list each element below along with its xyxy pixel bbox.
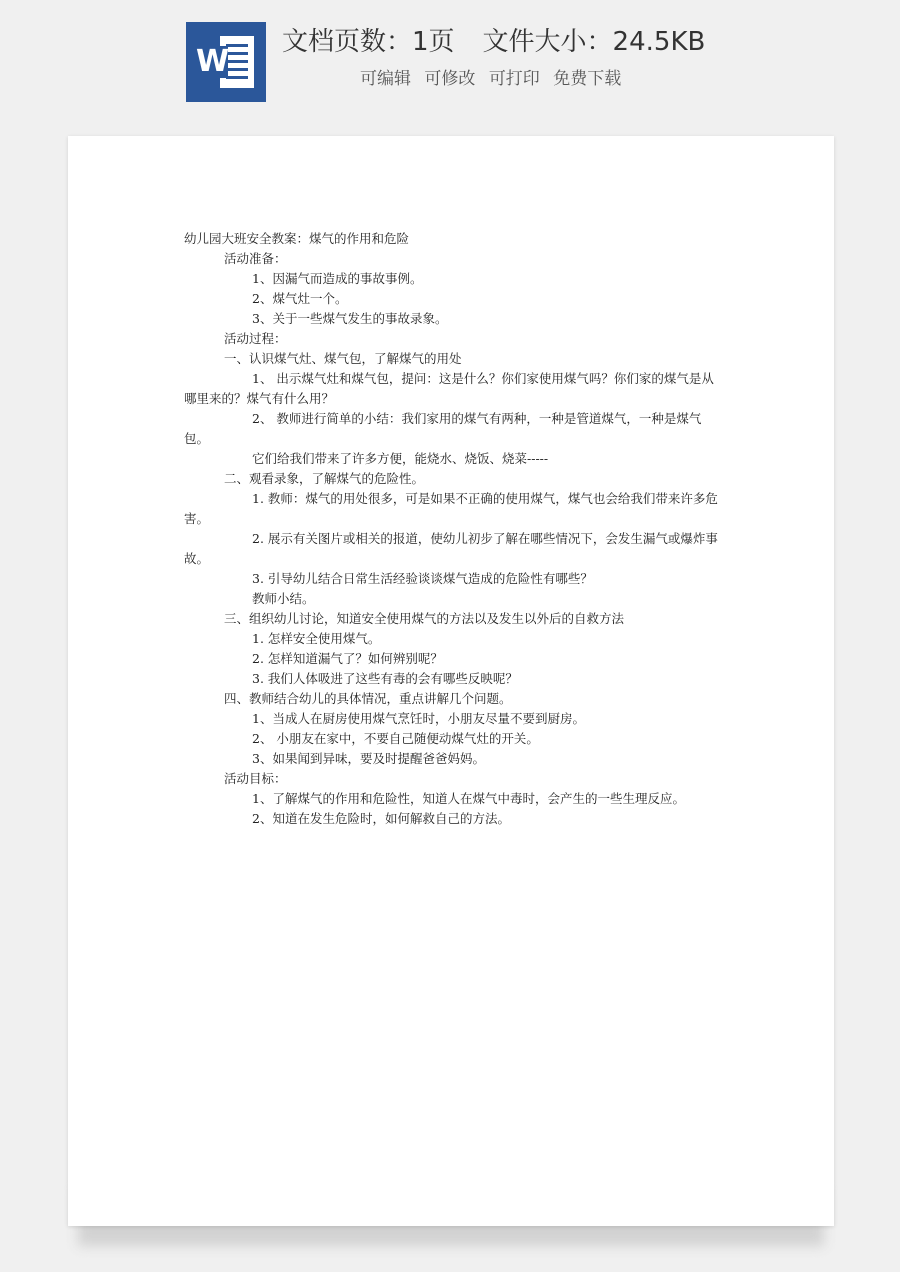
list-item: 3、如果闻到异味，要及时提醒爸爸妈妈。 [252,751,485,766]
document-page [68,136,834,1226]
feature-editable: 可编辑 [360,69,411,89]
feature-free-download: 免费下载 [553,69,622,89]
section-heading: 活动目标： [224,771,287,786]
icon-text-line [226,76,248,79]
list-item: 3. 引导幼儿结合日常生活经验谈谈煤气造成的危险性有哪些？ [252,571,593,586]
feature-list [360,64,760,94]
list-item: 3. 我们人体吸进了这些有毒的会有哪些反映呢？ [252,671,518,686]
icon-text-line [226,60,248,63]
list-item: 2、知道在发生危险时，如何解救自己的方法。 [252,811,510,826]
word-w-logo: W [196,44,230,79]
list-item: 2、煤气灶一个。 [252,291,348,306]
document-title: 幼儿园大班安全教案：煤气的作用和危险 [184,231,410,246]
feature-modifiable: 可修改 [424,69,476,89]
list-item: 教师小结。 [252,591,315,606]
feature-printable: 可打印 [488,69,540,89]
step-heading: 二、观看录象，了解煤气的危险性。 [224,471,425,486]
paragraph: 它们给我们带来了许多方便，能烧水、烧饭、烧菜----- [252,451,549,466]
step-heading: 三、组织幼儿讨论，知道安全使用煤气的方法以及发生以外后的自救方法 [224,611,625,626]
paragraph: 2. 展示有关图片或相关的报道，使幼儿初步了解在哪些情况下，会发生漏气或爆炸事故。 [184,531,718,566]
document-body [184,229,720,829]
list-item: 3、关于一些煤气发生的事故录象。 [252,311,448,326]
page-count-label: 文档页数：1页 [282,27,455,57]
list-item: 1、因漏气而造成的事故事例。 [252,271,423,286]
section-heading: 活动过程： [224,331,287,346]
icon-text-line [226,68,248,71]
file-meta-line [282,22,782,62]
step-heading: 四、教师结合幼儿的具体情况，重点讲解几个问题。 [224,691,512,706]
list-item: 1、当成人在厨房使用煤气烹饪时，小朋友尽量不要到厨房。 [252,711,585,726]
icon-text-line [226,52,248,55]
paragraph: 2、 教师进行简单的小结：我们家用的煤气有两种，一种是管道煤气，一种是煤气包。 [184,411,702,446]
list-item: 2. 怎样知道漏气了？如何辨别呢？ [252,651,443,666]
file-size-label: 文件大小：24.5KB [482,27,706,57]
download-info-header [0,0,900,112]
list-item: 1. 怎样安全使用煤气。 [252,631,381,646]
paragraph: 1. 教师：煤气的用处很多，可是如果不正确的使用煤气，煤气也会给我们带来许多危害。 [184,491,718,526]
step-heading: 一、认识煤气灶、煤气包，了解煤气的用处 [224,351,462,366]
paragraph: 1、 出示煤气灶和煤气包，提问：这是什么？你们家使用煤气吗？你们家的煤气是从哪里来的？煤气有什么用？ [184,371,714,406]
icon-text-line [226,44,248,47]
list-item: 1、了解煤气的作用和危险性，知道人在煤气中毒时，会产生的一些生理反应。 [252,791,685,806]
section-heading: 活动准备： [224,251,287,266]
word-document-icon [186,22,266,102]
list-item: 2、 小朋友在家中，不要自己随便动煤气灶的开关。 [252,731,539,746]
